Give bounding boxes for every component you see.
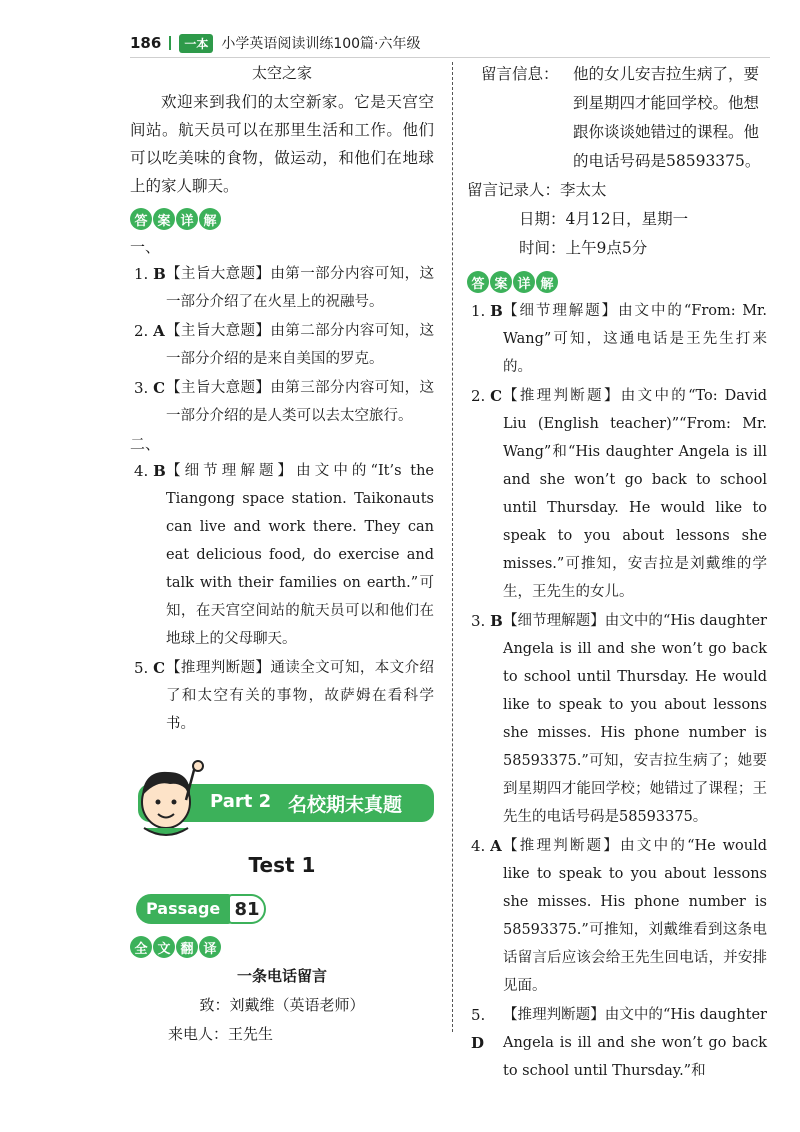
badge-char: 详 — [176, 208, 198, 230]
passage-number: 81 — [228, 894, 266, 924]
answer-explanation: 【细节理解题】由文中的“It’s the Tiangong space station. Taikonauts can live and work there. They can eat delicious food, do exercise and talk with their families on earth.”可知，在天宫空间站的航天员可以和他们在地球上的父母聊天。 — [166, 463, 434, 647]
answer-number: 3. C — [134, 379, 166, 397]
page-number: 186 — [130, 34, 162, 52]
badge-char: 全 — [130, 936, 152, 958]
badge-char: 解 — [199, 208, 221, 230]
answer-letter: C — [153, 379, 166, 397]
answer-letter: B — [490, 612, 503, 630]
answer-item — [130, 260, 434, 316]
answer-letter: A — [153, 322, 165, 340]
answer-letter: B — [153, 265, 166, 283]
translation-badge — [130, 936, 434, 958]
header-rule — [130, 57, 770, 58]
answer-explanation: 【细节理解题】由文中的“His daughter Angela is ill and she won’t go back to school until Thursday. He would like to speak to you about lessons she misses. His phone number is 58593375.”可知，安吉拉生病了；她要到星期四才能回学校；她错过了课程；王先生的电话号码是58593375。 — [503, 613, 767, 825]
answer-number: 2. C — [471, 387, 503, 405]
translation-to: 致：刘戴维（英语老师） — [199, 996, 365, 1014]
badge-char: 翻 — [176, 936, 198, 958]
answer-item — [130, 317, 434, 373]
answer-item — [467, 1001, 767, 1085]
answer-letter: B — [153, 462, 166, 480]
answer-item — [130, 654, 434, 738]
message-recorder: 留言记录人：李太太 — [467, 181, 607, 199]
message-label: 留言信息： — [481, 65, 559, 83]
section-heading: 一、 — [130, 238, 161, 256]
badge-char: 案 — [490, 271, 512, 293]
answer-explanation: 【推理判断题】由文中的“His daughter Angela is ill and she won’t go back to school until Thursday.”和 — [503, 1007, 767, 1079]
badge-char: 文 — [153, 936, 175, 958]
message-time: 时间：上午9点5分 — [519, 239, 648, 257]
answer-number: 3. B — [471, 612, 503, 630]
badge-char: 答 — [467, 271, 489, 293]
answer-number: 5. D — [471, 1006, 486, 1052]
badge-char: 详 — [513, 271, 535, 293]
answer-explanation: 【细节理解题】由文中的“From: Mr. Wang”可知，这通电话是王先生打来的。 — [503, 303, 767, 375]
cartoon-boy-icon — [130, 752, 208, 838]
answer-explanation: 【推理判断题】由文中的“To: David Liu (English teacher)”“From: Mr. Wang”和“His daughter Angela is ill and she won’t go back to school until Thursday. He would like to speak to you about lessons she misses.”可推知，安吉拉是刘戴维的学生，王先生的女儿。 — [503, 388, 767, 600]
answer-badge — [130, 208, 434, 230]
answer-number: 1. B — [471, 302, 503, 320]
answer-badge — [467, 271, 767, 293]
passage-label: Passage — [136, 894, 232, 924]
answer-item — [467, 297, 767, 381]
answer-explanation: 【主旨大意题】由第二部分内容可知，这一部分介绍的是来自美国的罗克。 — [166, 323, 434, 367]
answer-item — [467, 832, 767, 1000]
answer-explanation: 【推理判断题】通读全文可知，本文介绍了和太空有关的事物，故萨姆在看科学书。 — [166, 660, 434, 732]
badge-char: 解 — [536, 271, 558, 293]
book-logo: 一本 — [179, 34, 213, 53]
message-info — [467, 60, 767, 176]
translation-title: 一条电话留言 — [236, 967, 327, 985]
header-divider — [169, 36, 171, 50]
answer-explanation: 【推理判断题】由文中的“He would like to speak to you about lessons she misses. His phone number is 58593375.”可推知，刘戴维看到这条电话留言后应该会给王先生回电话，并安排见面。 — [503, 838, 767, 994]
answer-number: 4. A — [471, 837, 502, 855]
answer-number: 5. C — [134, 659, 166, 677]
translation-from: 来电人：王先生 — [168, 1025, 274, 1043]
answer-letter: A — [490, 837, 502, 855]
answer-item — [130, 457, 434, 653]
right-column — [467, 60, 767, 1086]
column-divider — [452, 62, 453, 1032]
passage-tag — [136, 894, 276, 928]
section-heading: 二、 — [130, 435, 161, 453]
test-title: Test 1 — [248, 853, 316, 877]
left-column — [130, 60, 434, 1049]
badge-char: 答 — [130, 208, 152, 230]
answer-number: 4. B — [134, 462, 166, 480]
answer-item — [467, 382, 767, 606]
answer-explanation: 【主旨大意题】由第一部分内容可知，这一部分介绍了在火星上的祝融号。 — [166, 266, 434, 310]
message-text: 他的女儿安吉拉生病了，要到星期四才能回学校。他想跟你谈谈她错过的课程。他的电话号码是58593375。 — [573, 65, 761, 170]
answer-letter: C — [153, 659, 166, 677]
answer-letter: D — [471, 1034, 485, 1052]
badge-char: 案 — [153, 208, 175, 230]
part-banner — [130, 752, 434, 838]
answer-item — [467, 607, 767, 831]
banner-title: 名校期末真题 — [288, 794, 403, 816]
badge-char: 译 — [199, 936, 221, 958]
message-date: 日期：4月12日，星期一 — [519, 210, 689, 228]
answer-letter: B — [490, 302, 503, 320]
passage-text: 欢迎来到我们的太空新家。它是天宫空间站。航天员可以在那里生活和工作。他们可以吃美味的食物，做运动，和他们在地球上的家人聊天。 — [130, 93, 434, 195]
answer-number: 2. A — [134, 322, 165, 340]
page-header — [130, 28, 770, 58]
book-title: 小学英语阅读训练100篇·六年级 — [221, 36, 421, 52]
answer-item — [130, 374, 434, 430]
passage-title: 太空之家 — [251, 64, 312, 82]
answer-explanation: 【主旨大意题】由第三部分内容可知，这一部分介绍的是人类可以去太空旅行。 — [166, 380, 434, 424]
banner-part-label: Part 2 — [210, 791, 272, 812]
answer-number: 1. B — [134, 265, 166, 283]
answer-letter: C — [490, 387, 503, 405]
